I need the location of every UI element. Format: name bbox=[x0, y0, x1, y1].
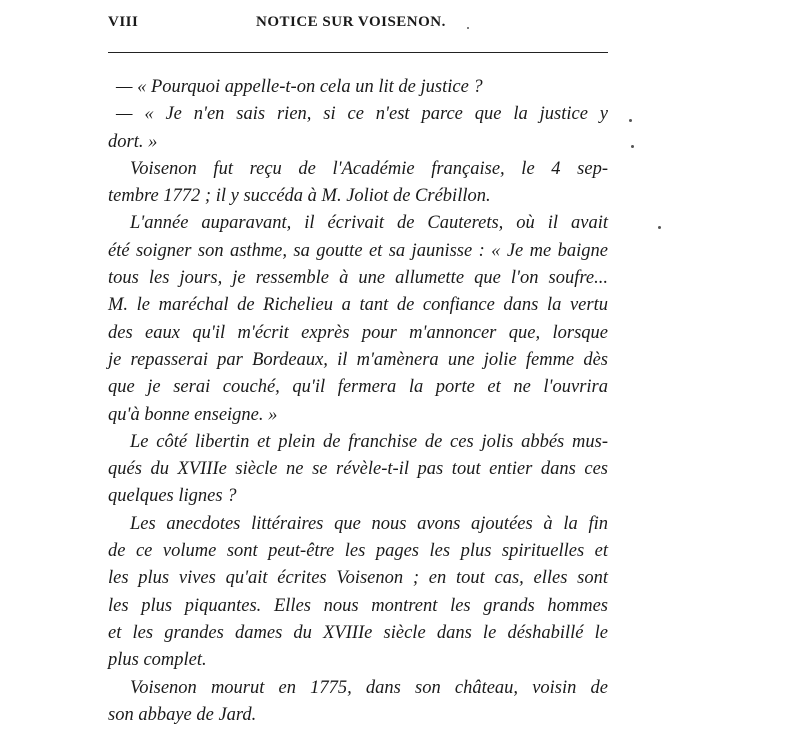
page-number: VIII bbox=[108, 14, 139, 30]
page-header bbox=[108, 14, 608, 38]
text-line: les plus vives qu'ait écrites Voisenon ; en tout cas, elles sont bbox=[108, 568, 608, 589]
text-line: son abbaye de Jard. bbox=[108, 704, 257, 725]
scan-speck bbox=[658, 226, 661, 229]
text-line: dort. » bbox=[108, 131, 158, 152]
text-line: M. le maréchal de Richelieu a tant de confiance dans la vertu bbox=[108, 295, 608, 316]
text-line: de ce volume sont peut-être les pages les plus spirituelles et bbox=[108, 541, 608, 562]
scan-speck bbox=[629, 119, 632, 122]
running-title: NOTICE SUR VOISENON. bbox=[256, 14, 446, 30]
text-line: que je serai couché, qu'il fermera la porte et ne l'ouvrira bbox=[108, 377, 608, 398]
text-line: — « Je n'en sais rien, si ce n'est parce que la justice y bbox=[116, 104, 608, 125]
text-line: Voisenon mourut en 1775, dans son château, voisin de bbox=[130, 677, 608, 698]
header-rule bbox=[108, 52, 608, 53]
text-line: — « Pourquoi appelle-t-on cela un lit de justice ? bbox=[116, 77, 483, 97]
text-line: Voisenon fut reçu de l'Académie française, le 4 sep- bbox=[130, 158, 608, 179]
text-line: qués du XVIIIe siècle ne se révèle-t-il pas tout entier dans ces bbox=[108, 459, 608, 480]
text-line: été soigner son asthme, sa goutte et sa jaunisse : « Je me baigne bbox=[108, 240, 608, 261]
text-line: Le côté libertin et plein de franchise de ces jolis abbés mus- bbox=[130, 431, 608, 452]
text-line: L'année auparavant, il écrivait de Cauterets, où il avait bbox=[130, 213, 608, 234]
body-text bbox=[108, 74, 608, 729]
text-line: quelques lignes ? bbox=[108, 486, 237, 507]
text-line: plus complet. bbox=[108, 650, 207, 671]
text-line: les plus piquantes. Elles nous montrent les grands hommes bbox=[108, 595, 608, 616]
text-line: tembre 1772 ; il y succéda à M. Joliot de Crébillon. bbox=[108, 186, 491, 207]
scan-speck bbox=[631, 145, 634, 148]
text-line: tous les jours, je ressemble à une allumette que l'on soufre... bbox=[108, 268, 608, 289]
scan-speck bbox=[467, 27, 469, 29]
text-line: et les grandes dames du XVIIIe siècle dans le déshabillé le bbox=[108, 622, 608, 643]
text-line: qu'à bonne enseigne. » bbox=[108, 404, 278, 425]
text-line: des eaux qu'il m'écrit exprès pour m'annoncer que, lorsque bbox=[108, 322, 608, 343]
text-line: je repasserai par Bordeaux, il m'amènera une jolie femme dès bbox=[108, 349, 608, 370]
text-line: Les anecdotes littéraires que nous avons ajoutées à la fin bbox=[130, 513, 608, 534]
